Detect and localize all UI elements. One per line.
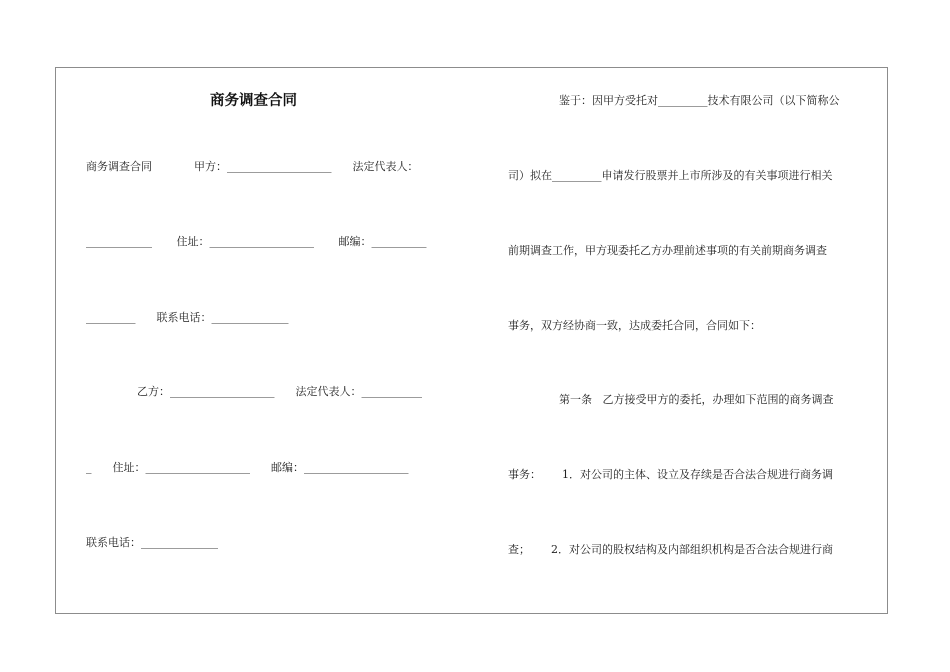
right-line-2: 司）拟在_________申请发行股票并上市所涉及的有关事项进行相关 — [508, 169, 833, 182]
left-line-a-phone: _________ 联系电话：______________ — [86, 311, 289, 324]
right-line-1: 鉴于：因甲方受托对_________技术有限公司（以下简称公 — [559, 94, 840, 107]
right-line-6: 事务： 1．对公司的主体、设立及存续是否合法合规进行商务调 — [508, 468, 833, 481]
left-line-a-address: ____________ 住址：___________________ 邮编：__________ — [86, 235, 427, 248]
document-title: 商务调查合同 — [210, 93, 297, 109]
left-line-b-address: _ 住址：___________________ 邮编：___________________ — [86, 461, 409, 474]
right-line-4: 事务，双方经协商一致，达成委托合同，合同如下： — [508, 319, 761, 332]
document-page — [55, 67, 888, 614]
right-line-7: 查； 2．对公司的股权结构及内部组织机构是否合法合规进行商 — [508, 543, 833, 556]
left-line-party-b: 乙方：___________________ 法定代表人：___________ — [137, 385, 422, 398]
right-line-3: 前期调查工作，甲方现委托乙方办理前述事项的有关前期商务调查 — [508, 244, 827, 257]
left-line-party-a: 商务调查合同 甲方：___________________ 法定代表人： — [86, 160, 419, 173]
left-line-b-phone: 联系电话：______________ — [86, 536, 218, 549]
right-line-article-1: 第一条 乙方接受甲方的委托，办理如下范围的商务调查 — [559, 393, 834, 406]
